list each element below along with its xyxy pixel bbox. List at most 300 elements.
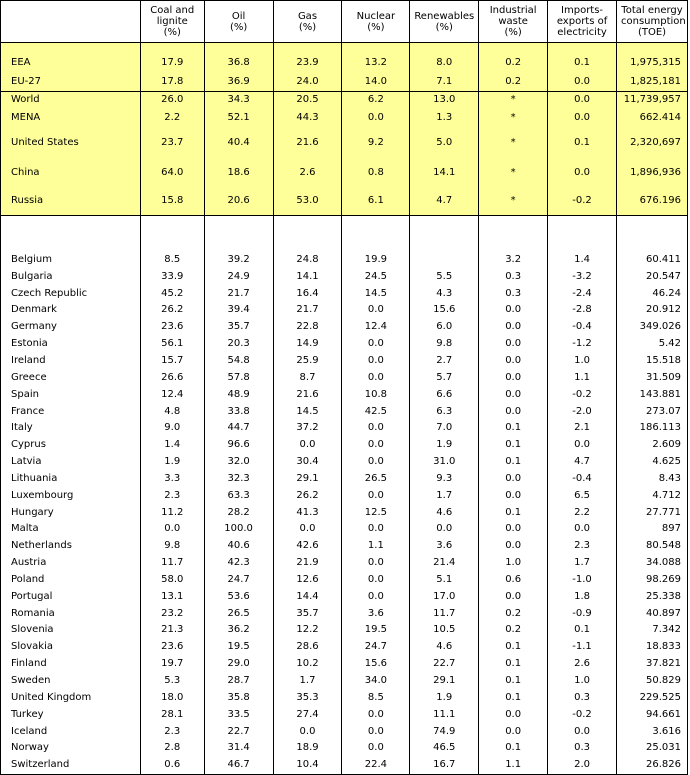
column-header-line: (%) <box>504 27 522 38</box>
row-label: Latvia <box>1 454 141 471</box>
table-cell: * <box>479 159 548 187</box>
table-cell: 23.6 <box>140 639 204 656</box>
table-cell: 0.0 <box>342 487 410 504</box>
table-cell: 7.0 <box>410 420 479 437</box>
table-cell: 10.5 <box>410 622 479 639</box>
table-cell: 40.6 <box>204 538 273 555</box>
table-cell: 0.0 <box>548 159 617 187</box>
table-cell: 53.6 <box>204 588 273 605</box>
table-cell: 25.031 <box>616 740 687 757</box>
row-label: United States <box>1 127 141 159</box>
table-cell: 0.1 <box>479 639 548 656</box>
table-cell: 0.0 <box>479 386 548 403</box>
row-label: France <box>1 403 141 420</box>
country-row <box>1 588 688 605</box>
spacer-row <box>1 43 688 54</box>
table-cell: 74.9 <box>410 723 479 740</box>
table-cell: 16.4 <box>273 285 342 302</box>
column-header-line: (TOE) <box>637 27 667 38</box>
table-cell: 0.0 <box>479 487 548 504</box>
table-cell: 26.2 <box>273 487 342 504</box>
country-row <box>1 386 688 403</box>
table-cell: 20.6 <box>204 187 273 215</box>
table-cell: * <box>479 187 548 215</box>
table-cell: 26.0 <box>140 91 204 109</box>
country-row <box>1 555 688 572</box>
table-cell: 28.1 <box>140 706 204 723</box>
table-cell: 14.0 <box>342 73 410 91</box>
table-cell: 23.2 <box>140 605 204 622</box>
table-cell: 26.6 <box>140 369 204 386</box>
table-cell: 3.2 <box>479 252 548 269</box>
table-cell: 9.8 <box>410 336 479 353</box>
country-row <box>1 252 688 269</box>
row-label: Luxembourg <box>1 487 141 504</box>
blank-cell <box>410 215 479 252</box>
table-cell: 53.0 <box>273 187 342 215</box>
table-cell: 19.9 <box>342 252 410 269</box>
row-label: Denmark <box>1 302 141 319</box>
blank-cell <box>140 215 204 252</box>
table-cell: 29.0 <box>204 656 273 673</box>
table-cell: 676.196 <box>616 187 687 215</box>
country-row <box>1 689 688 706</box>
table-cell: 0.0 <box>342 336 410 353</box>
table-cell: 2.2 <box>548 504 617 521</box>
region-row <box>1 127 688 159</box>
row-label: Estonia <box>1 336 141 353</box>
table-cell: 22.4 <box>342 757 410 774</box>
table-cell: 1.0 <box>548 673 617 690</box>
table-cell: 80.548 <box>616 538 687 555</box>
row-label: Belgium <box>1 252 141 269</box>
blank-cell <box>548 43 617 54</box>
table-cell: 1.0 <box>479 555 548 572</box>
table-cell: 17.8 <box>140 73 204 91</box>
table-cell: -0.2 <box>548 187 617 215</box>
region-row <box>1 187 688 215</box>
table-cell: 18.0 <box>140 689 204 706</box>
table-cell: 24.8 <box>273 252 342 269</box>
country-row <box>1 757 688 774</box>
table-cell: 35.8 <box>204 689 273 706</box>
table-cell: 6.0 <box>410 319 479 336</box>
table-cell: 2.6 <box>273 159 342 187</box>
column-header-line: Industrial <box>489 5 537 16</box>
country-row <box>1 487 688 504</box>
table-cell: 0.6 <box>140 757 204 774</box>
table-cell: 2.2 <box>140 109 204 127</box>
table-cell: 3.6 <box>342 605 410 622</box>
table-cell: -1.1 <box>548 639 617 656</box>
column-header <box>204 1 273 43</box>
table-cell: 26.826 <box>616 757 687 774</box>
table-cell: 1.9 <box>140 454 204 471</box>
table-cell: 96.6 <box>204 437 273 454</box>
table-cell: 94.661 <box>616 706 687 723</box>
table-cell: 0.1 <box>548 53 617 73</box>
column-header-line: Oil <box>231 10 246 22</box>
table-cell: 11.7 <box>140 555 204 572</box>
table-cell: 25.9 <box>273 353 342 370</box>
table-cell: 33.8 <box>204 403 273 420</box>
table-cell: 2.6 <box>548 656 617 673</box>
column-header-line: consumption <box>620 16 686 27</box>
table-cell: 4.3 <box>410 285 479 302</box>
table-cell: 0.0 <box>479 706 548 723</box>
table-cell <box>410 252 479 269</box>
table-cell: 15.8 <box>140 187 204 215</box>
blank-cell <box>616 43 687 54</box>
table-cell: 26.2 <box>140 302 204 319</box>
table-cell: 229.525 <box>616 689 687 706</box>
table-cell: 3.616 <box>616 723 687 740</box>
table-cell: 15.6 <box>342 656 410 673</box>
column-header-line: waste <box>498 16 528 27</box>
table-cell: 0.0 <box>410 521 479 538</box>
table-cell: 0.0 <box>548 723 617 740</box>
table-cell: 1.4 <box>548 252 617 269</box>
country-row <box>1 605 688 622</box>
table-cell: 24.0 <box>273 73 342 91</box>
table-cell: * <box>479 109 548 127</box>
table-cell: 18.9 <box>273 740 342 757</box>
column-header-line: Gas <box>297 10 318 22</box>
table-cell: 8.7 <box>273 369 342 386</box>
table-cell: 50.829 <box>616 673 687 690</box>
table-cell: 20.3 <box>204 336 273 353</box>
blank-cell <box>273 43 342 54</box>
table-cell: 29.1 <box>410 673 479 690</box>
table-cell: 1.3 <box>410 109 479 127</box>
country-row <box>1 656 688 673</box>
table-cell: 30.4 <box>273 454 342 471</box>
table-cell: 2,320,697 <box>616 127 687 159</box>
blank-cell <box>616 215 687 252</box>
row-label: MENA <box>1 109 141 127</box>
row-label: Bulgaria <box>1 268 141 285</box>
table-cell: 4.6 <box>410 504 479 521</box>
table-cell: 0.0 <box>342 454 410 471</box>
table-cell: 4.8 <box>140 403 204 420</box>
table-cell: 42.3 <box>204 555 273 572</box>
country-row <box>1 369 688 386</box>
table-cell: 48.9 <box>204 386 273 403</box>
country-row <box>1 673 688 690</box>
column-header <box>140 1 204 43</box>
table-cell: -2.8 <box>548 302 617 319</box>
table-cell: 27.771 <box>616 504 687 521</box>
table-cell: 19.7 <box>140 656 204 673</box>
table-cell: 24.9 <box>204 268 273 285</box>
table-cell: 2.0 <box>548 757 617 774</box>
table-cell: 54.8 <box>204 353 273 370</box>
row-label: Slovakia <box>1 639 141 656</box>
column-header <box>342 1 410 43</box>
table-cell: 1.8 <box>548 588 617 605</box>
table-cell: 6.5 <box>548 487 617 504</box>
country-row <box>1 268 688 285</box>
blank-cell <box>1 43 141 54</box>
blank-cell <box>204 215 273 252</box>
table-cell: 28.6 <box>273 639 342 656</box>
country-row <box>1 353 688 370</box>
table-cell: 0.0 <box>342 740 410 757</box>
table-cell: 0.0 <box>479 521 548 538</box>
table-cell: 1.4 <box>140 437 204 454</box>
table-cell: 0.0 <box>548 73 617 91</box>
table-cell: 4.625 <box>616 454 687 471</box>
table-cell: 0.0 <box>140 521 204 538</box>
table-cell: -1.2 <box>548 336 617 353</box>
table-cell: 9.2 <box>342 127 410 159</box>
country-row <box>1 740 688 757</box>
table-cell: 1.1 <box>342 538 410 555</box>
table-cell: 0.1 <box>479 437 548 454</box>
table-cell: 19.5 <box>342 622 410 639</box>
table-cell: 1.7 <box>548 555 617 572</box>
table-cell: 12.5 <box>342 504 410 521</box>
table-cell: 42.5 <box>342 403 410 420</box>
table-cell: 0.0 <box>342 572 410 589</box>
blank-cell <box>140 43 204 54</box>
column-header-line: electricity <box>557 27 607 38</box>
table-cell: 0.0 <box>342 420 410 437</box>
table-cell: 63.3 <box>204 487 273 504</box>
country-row <box>1 572 688 589</box>
table-cell: 3.6 <box>410 538 479 555</box>
region-row <box>1 159 688 187</box>
table-cell: 0.0 <box>273 521 342 538</box>
table-cell: 45.2 <box>140 285 204 302</box>
table-cell: 36.9 <box>204 73 273 91</box>
column-header-line: Nuclear <box>356 10 396 22</box>
table-cell: 60.411 <box>616 252 687 269</box>
table-cell: 4.6 <box>410 639 479 656</box>
table-cell: 20.912 <box>616 302 687 319</box>
table-cell: 20.547 <box>616 268 687 285</box>
table-cell: 37.2 <box>273 420 342 437</box>
table-cell: 0.0 <box>342 706 410 723</box>
table-cell: 10.2 <box>273 656 342 673</box>
blank-cell <box>548 215 617 252</box>
table-cell: * <box>479 127 548 159</box>
row-label: EU-27 <box>1 73 141 91</box>
table-cell: 28.7 <box>204 673 273 690</box>
gap-row <box>1 215 688 252</box>
table-cell: 11.7 <box>410 605 479 622</box>
table-cell: 21.4 <box>410 555 479 572</box>
table-cell: -2.4 <box>548 285 617 302</box>
table-cell: -1.0 <box>548 572 617 589</box>
table-cell: 0.0 <box>342 588 410 605</box>
table-cell: 39.2 <box>204 252 273 269</box>
row-label: Turkey <box>1 706 141 723</box>
country-row <box>1 454 688 471</box>
table-cell: 0.1 <box>479 689 548 706</box>
table-cell: 0.0 <box>548 521 617 538</box>
table-cell: 0.1 <box>479 454 548 471</box>
table-cell: 2.3 <box>548 538 617 555</box>
table-cell: 5.5 <box>410 268 479 285</box>
table-cell: 14.4 <box>273 588 342 605</box>
table-cell: 26.5 <box>204 605 273 622</box>
table-cell: 8.43 <box>616 470 687 487</box>
table-cell: 1.7 <box>410 487 479 504</box>
table-cell: 0.0 <box>479 302 548 319</box>
table-cell: 12.2 <box>273 622 342 639</box>
table-cell: 0.0 <box>342 353 410 370</box>
table-cell: 36.2 <box>204 622 273 639</box>
table-cell: 44.7 <box>204 420 273 437</box>
row-label: Iceland <box>1 723 141 740</box>
bloc-row <box>1 53 688 73</box>
table-cell: -2.0 <box>548 403 617 420</box>
blank-cell <box>479 215 548 252</box>
table-cell: 20.5 <box>273 91 342 109</box>
table-cell: 58.0 <box>140 572 204 589</box>
table-cell: 22.8 <box>273 319 342 336</box>
table-cell: 44.3 <box>273 109 342 127</box>
column-header-line: lignite <box>156 16 188 27</box>
table-cell: 34.0 <box>342 673 410 690</box>
row-label: Finland <box>1 656 141 673</box>
table-cell: 31.4 <box>204 740 273 757</box>
table-cell: 0.0 <box>548 91 617 109</box>
table-cell: 10.4 <box>273 757 342 774</box>
column-header-line: exports of <box>556 16 608 27</box>
table-cell: 13.1 <box>140 588 204 605</box>
table-cell: 57.8 <box>204 369 273 386</box>
column-header-line: (%) <box>163 27 181 38</box>
row-label: World <box>1 91 141 109</box>
table-cell: 0.1 <box>479 420 548 437</box>
table-cell: 21.3 <box>140 622 204 639</box>
table-cell: -0.2 <box>548 706 617 723</box>
country-row <box>1 437 688 454</box>
table-cell: 13.0 <box>410 91 479 109</box>
table-cell: 5.0 <box>410 127 479 159</box>
column-header-line: (%) <box>298 21 317 33</box>
blank-cell <box>410 43 479 54</box>
table-cell: 0.0 <box>342 109 410 127</box>
table-cell: 9.3 <box>410 470 479 487</box>
column-header <box>273 1 342 43</box>
table-cell: 56.1 <box>140 336 204 353</box>
row-label: Spain <box>1 386 141 403</box>
row-label: Romania <box>1 605 141 622</box>
row-label: Italy <box>1 420 141 437</box>
table-cell: 15.518 <box>616 353 687 370</box>
row-label: Germany <box>1 319 141 336</box>
table-cell: 1.0 <box>548 353 617 370</box>
country-row <box>1 336 688 353</box>
table-cell: 0.1 <box>548 622 617 639</box>
row-label: Sweden <box>1 673 141 690</box>
table-cell: 11,739,957 <box>616 91 687 109</box>
table-cell: 21.6 <box>273 127 342 159</box>
table-cell: 21.6 <box>273 386 342 403</box>
table-cell: 0.0 <box>342 369 410 386</box>
table-cell: -0.4 <box>548 470 617 487</box>
table-cell: 0.8 <box>342 159 410 187</box>
country-row <box>1 420 688 437</box>
row-label: Poland <box>1 572 141 589</box>
table-cell: 1.1 <box>479 757 548 774</box>
table-cell: 35.7 <box>273 605 342 622</box>
table-cell: * <box>479 91 548 109</box>
table-cell: 31.0 <box>410 454 479 471</box>
country-row <box>1 622 688 639</box>
table-cell: 52.1 <box>204 109 273 127</box>
row-label: China <box>1 159 141 187</box>
table-cell: 0.0 <box>273 437 342 454</box>
table-cell: 35.7 <box>204 319 273 336</box>
table-cell: 0.1 <box>479 656 548 673</box>
table-cell: 21.7 <box>204 285 273 302</box>
table-cell: 37.821 <box>616 656 687 673</box>
row-label: Greece <box>1 369 141 386</box>
table-cell: 2.8 <box>140 740 204 757</box>
table-cell: 0.0 <box>479 319 548 336</box>
table-cell: 5.3 <box>140 673 204 690</box>
table-cell: 6.6 <box>410 386 479 403</box>
table-cell: 2.3 <box>140 723 204 740</box>
table-cell: 23.7 <box>140 127 204 159</box>
table-cell: 4.7 <box>548 454 617 471</box>
blank-cell <box>342 215 410 252</box>
row-label: Slovenia <box>1 622 141 639</box>
table-cell: 0.2 <box>479 73 548 91</box>
table-cell: 17.0 <box>410 588 479 605</box>
column-header-line: (%) <box>229 21 248 33</box>
table-cell: 0.1 <box>479 673 548 690</box>
table-cell: 14.5 <box>342 285 410 302</box>
table-cell: 19.5 <box>204 639 273 656</box>
table-cell: 36.8 <box>204 53 273 73</box>
table-cell: 21.9 <box>273 555 342 572</box>
table-cell: 0.0 <box>479 403 548 420</box>
table-cell: 11.2 <box>140 504 204 521</box>
table-cell: 14.5 <box>273 403 342 420</box>
row-label: Netherlands <box>1 538 141 555</box>
table-cell: 0.0 <box>479 723 548 740</box>
table-cell: 8.0 <box>410 53 479 73</box>
table-cell: 0.0 <box>342 302 410 319</box>
table-cell: 35.3 <box>273 689 342 706</box>
table-cell: 0.1 <box>479 740 548 757</box>
table-cell: 12.6 <box>273 572 342 589</box>
table-cell: 0.0 <box>273 723 342 740</box>
table-cell: 0.3 <box>479 285 548 302</box>
table-cell: 18.6 <box>204 159 273 187</box>
table-cell: 9.0 <box>140 420 204 437</box>
table-cell: 1,896,936 <box>616 159 687 187</box>
table-cell: 41.3 <box>273 504 342 521</box>
table-cell: 0.0 <box>479 470 548 487</box>
table-cell: 33.9 <box>140 268 204 285</box>
table-cell: 143.881 <box>616 386 687 403</box>
column-header-line: Imports- <box>561 5 604 16</box>
table-cell: 21.7 <box>273 302 342 319</box>
column-header-line: Renewables <box>414 10 475 22</box>
table-cell: 897 <box>616 521 687 538</box>
row-label: United Kingdom <box>1 689 141 706</box>
table-cell: 34.3 <box>204 91 273 109</box>
table-cell: 349.026 <box>616 319 687 336</box>
table-cell: 12.4 <box>140 386 204 403</box>
table-cell: 27.4 <box>273 706 342 723</box>
